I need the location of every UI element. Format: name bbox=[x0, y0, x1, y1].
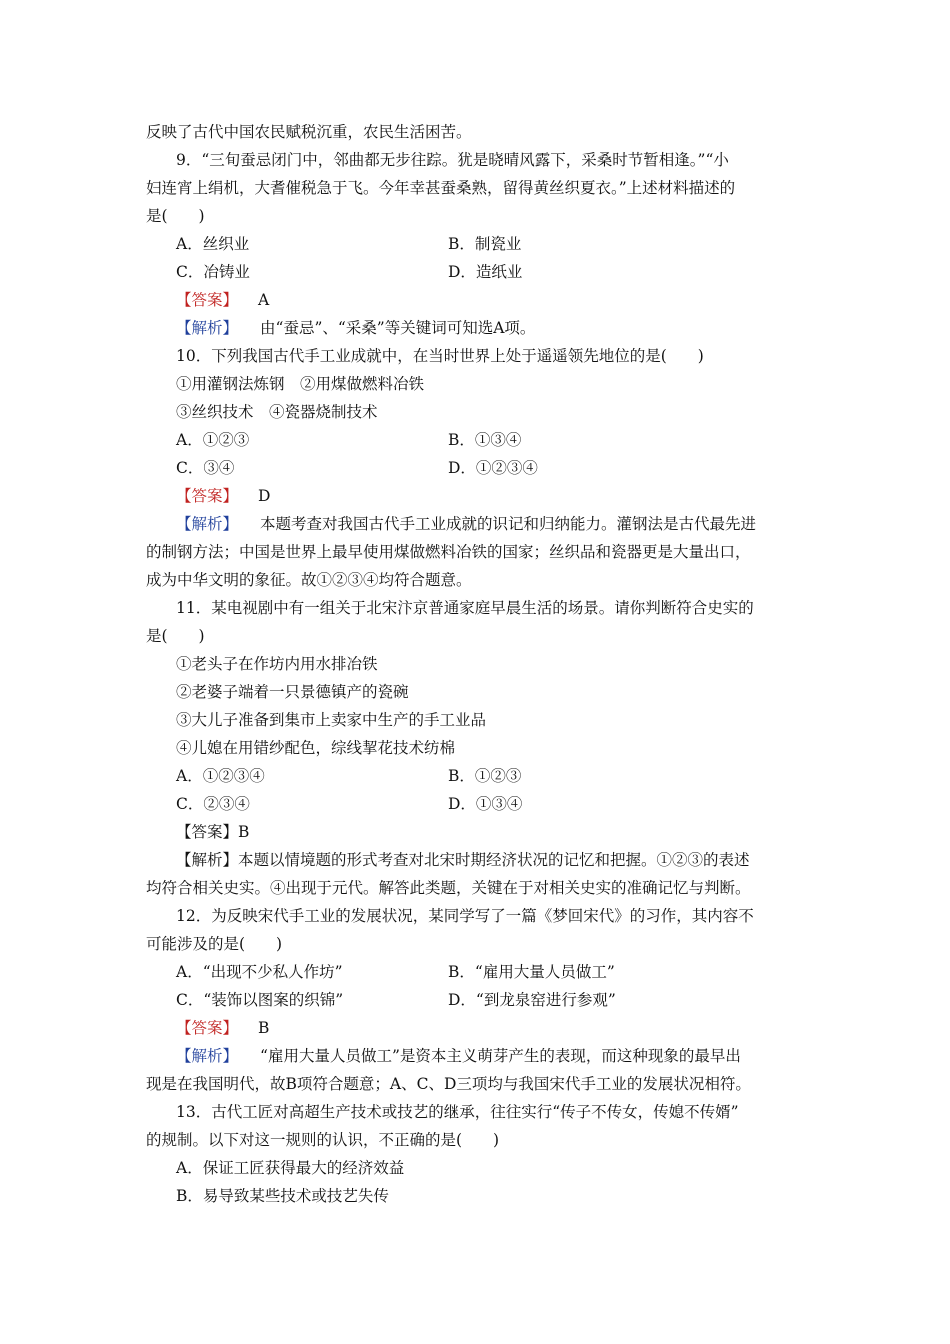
answer-value: D bbox=[258, 487, 271, 505]
analysis-tag: 【解析】 bbox=[176, 851, 239, 869]
analysis-tag: 【解析】 bbox=[176, 319, 239, 337]
option-d: D．①②③④ bbox=[448, 459, 538, 477]
answer-tag: 【答案】 bbox=[176, 1019, 239, 1037]
question-11-stem: 11．某电视剧中有一组关于北宋汴京普通家庭早晨生活的场景。请你判断符合史实的 bbox=[176, 599, 754, 617]
answer-tag: 【答案】 bbox=[176, 487, 239, 505]
question-10-stem: 10．下列我国古代手工业成就中，在当时世界上处于遥遥领先地位的是( ) bbox=[176, 347, 704, 365]
analysis-text: 本题以情境题的形式考查对北宋时期经济状况的记忆和把握。①②③的表述 bbox=[238, 851, 750, 869]
question-9-analysis bbox=[146, 314, 810, 342]
option-c: C．③④ bbox=[176, 459, 235, 477]
analysis-tag: 【解析】 bbox=[176, 1047, 239, 1065]
option-c: C．②③④ bbox=[176, 795, 250, 813]
option-b: B．易导致某些技术或技艺失传 bbox=[176, 1187, 389, 1205]
question-11-analysis-cont: 均符合相关史实。④出现于元代。解答此类题，关键在于对相关史实的准确记忆与判断。 bbox=[146, 879, 751, 897]
analysis-text: “雇用大量人员做工”是资本主义萌芽产生的表现，而这种现象的最早出 bbox=[260, 1047, 741, 1065]
option-a: A．①②③ bbox=[176, 431, 250, 449]
question-9-options-row-2 bbox=[146, 258, 810, 286]
option-a: A．①②③④ bbox=[176, 767, 265, 785]
question-12-options-row-2 bbox=[146, 986, 810, 1014]
answer-value: A bbox=[258, 291, 270, 309]
question-10-analysis bbox=[146, 510, 810, 538]
option-d: D．造纸业 bbox=[448, 263, 523, 281]
question-10-options-row-1 bbox=[146, 426, 810, 454]
question-11-analysis bbox=[146, 846, 810, 874]
question-9-stem-cont: 妇连宵上绢机，大耆催税急于飞。今年幸甚蚕桑熟，留得黄丝织夏衣。”上述材料描述的 bbox=[146, 179, 736, 197]
question-13-stem-end: 的规制。以下对这一规则的认识，不正确的是( ) bbox=[146, 1131, 500, 1149]
option-d: D．“到龙泉窑进行参观” bbox=[448, 991, 616, 1009]
document-page bbox=[146, 118, 810, 1210]
option-a: A．丝织业 bbox=[176, 235, 250, 253]
option-b: B．“雇用大量人员做工” bbox=[448, 963, 615, 981]
option-b: B．①②③ bbox=[448, 767, 522, 785]
question-12-stem-end: 可能涉及的是( ) bbox=[146, 935, 283, 953]
question-12-analysis-cont: 现是在我国明代，故B项符合题意；A、C、D三项均与我国宋代手工业的发展状况相符。 bbox=[146, 1075, 751, 1093]
option-b: B．制瓷业 bbox=[448, 235, 522, 253]
question-11-item: ②老婆子端着一只景德镇产的瓷碗 bbox=[176, 683, 409, 701]
question-12-answer bbox=[146, 1014, 810, 1042]
answer-tag: 【答案】 bbox=[176, 823, 239, 841]
question-10-item: ③丝织技术 ④瓷器烧制技术 bbox=[176, 403, 378, 421]
option-a: A．保证工匠获得最大的经济效益 bbox=[176, 1159, 405, 1177]
option-a: A．“出现不少私人作坊” bbox=[176, 963, 343, 981]
question-9-options-row-1 bbox=[146, 230, 810, 258]
question-10-item: ①用灌钢法炼钢 ②用煤做燃料冶铁 bbox=[176, 375, 425, 393]
question-11-options-row-1 bbox=[146, 762, 810, 790]
question-11-item: ④儿媳在用错纱配色，综线挈花技术纺棉 bbox=[176, 739, 456, 757]
question-11-item: ①老头子在作坊内用水排冶铁 bbox=[176, 655, 378, 673]
analysis-text: 由“蚕忌”、“采桑”等关键词可知选A项。 bbox=[260, 319, 536, 337]
question-12-stem: 12．为反映宋代手工业的发展状况，某同学写了一篇《梦回宋代》的习作，其内容不 bbox=[176, 907, 754, 925]
answer-tag: 【答案】 bbox=[176, 291, 239, 309]
question-13-stem: 13．古代工匠对高超生产技术或技艺的继承，往往实行“传子不传女，传媳不传婿” bbox=[176, 1103, 739, 1121]
option-b: B．①③④ bbox=[448, 431, 522, 449]
analysis-tag: 【解析】 bbox=[176, 515, 239, 533]
question-9-answer bbox=[146, 286, 810, 314]
answer-value: B bbox=[258, 1019, 270, 1037]
question-11-options-row-2 bbox=[146, 790, 810, 818]
text-line: 反映了古代中国农民赋税沉重，农民生活困苦。 bbox=[146, 123, 472, 141]
question-9-stem: 9．“三旬蚕忌闭门中，邻曲都无步往踪。犹是晓晴风露下，采桑时节暂相逢。”“小 bbox=[176, 151, 729, 169]
question-10-analysis-end: 成为中华文明的象征。故①②③④均符合题意。 bbox=[146, 571, 472, 589]
question-10-options-row-2 bbox=[146, 454, 810, 482]
answer-value: B bbox=[238, 823, 250, 841]
analysis-text: 本题考查对我国古代手工业成就的识记和归纳能力。灌钢法是古代最先进 bbox=[260, 515, 757, 533]
question-11-stem-end: 是( ) bbox=[146, 627, 205, 645]
option-c: C．“装饰以图案的织锦” bbox=[176, 991, 344, 1009]
question-9-stem-end: 是( ) bbox=[146, 207, 205, 225]
question-11-item: ③大儿子准备到集市上卖家中生产的手工业品 bbox=[176, 711, 487, 729]
option-d: D．①③④ bbox=[448, 795, 523, 813]
question-12-analysis bbox=[146, 1042, 810, 1070]
option-c: C．冶铸业 bbox=[176, 263, 250, 281]
question-10-answer bbox=[146, 482, 810, 510]
question-10-analysis-cont: 的制钢方法；中国是世界上最早使用煤做燃料冶铁的国家；丝织品和瓷器更是大量出口， bbox=[146, 543, 751, 561]
question-12-options-row-1 bbox=[146, 958, 810, 986]
question-11-answer bbox=[146, 818, 810, 846]
